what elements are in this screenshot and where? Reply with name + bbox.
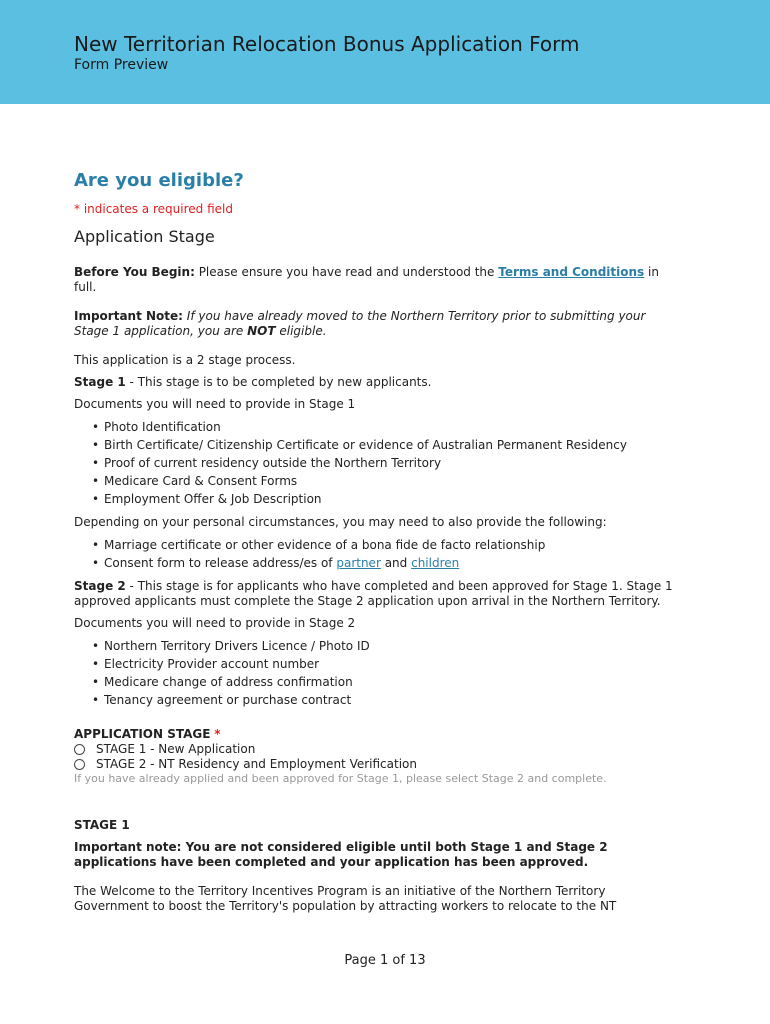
- application-stage-label: APPLICATION STAGE: [74, 727, 211, 741]
- stage2-radio-option[interactable]: [74, 757, 674, 772]
- process-intro: This application is a 2 stage process.: [74, 353, 296, 367]
- important-text-post: eligible.: [275, 324, 327, 338]
- list-item: • Marriage certificate or other evidence of a bona fide de facto relationship: [104, 536, 674, 554]
- important-note: [74, 309, 674, 339]
- before-you-begin: [74, 265, 674, 295]
- stage2-text: - This stage is for applicants who have completed and been approved for Stage 1. Stage 1 approved applicants must complete the Stage 2 application upon arrival in the Northern Territory.: [74, 579, 673, 608]
- list-item: [104, 554, 674, 572]
- list-item: • Photo Identification: [104, 418, 674, 436]
- list-item: • Birth Certificate/ Citizenship Certificate or evidence of Australian Permanent Residency: [104, 436, 674, 454]
- stage1-docs-list: [74, 418, 674, 508]
- list-item: • Northern Territory Drivers Licence / Photo ID: [104, 637, 674, 655]
- partner-link[interactable]: partner: [336, 556, 381, 570]
- circumstances-list: [74, 536, 674, 572]
- radio-button[interactable]: [74, 759, 85, 770]
- before-label: Before You Begin:: [74, 265, 195, 279]
- application-stage-field: [74, 727, 674, 786]
- stage1-docs-intro: Documents you will need to provide in Stage 1: [74, 397, 356, 411]
- before-text-pre: Please ensure you have read and understood the: [194, 265, 499, 279]
- stage1-note-text: Important note: You are not considered eligible until both Stage 1 and Stage 2 applications have been completed and your application has been approved.: [74, 840, 608, 869]
- stage1-label: Stage 1: [74, 375, 126, 389]
- important-label: Important Note:: [74, 309, 183, 323]
- stage2-docs-list: [74, 637, 674, 709]
- application-stage-heading: Application Stage: [74, 227, 215, 246]
- consent-and: and: [380, 556, 412, 570]
- stage1-option-label[interactable]: STAGE 1 - New Application: [96, 742, 256, 756]
- terms-link[interactable]: Terms and Conditions: [498, 265, 645, 279]
- required-field-note: * indicates a required field: [74, 202, 233, 216]
- form-header: [0, 0, 770, 104]
- required-star: *: [214, 727, 221, 741]
- list-item: • Medicare Card & Consent Forms: [104, 472, 674, 490]
- stage2-description: [74, 579, 674, 609]
- list-item: • Tenancy agreement or purchase contract: [104, 691, 674, 709]
- children-link[interactable]: children: [411, 556, 460, 570]
- before-text-post: in full.: [74, 265, 659, 294]
- stage1-heading-text: STAGE 1: [74, 818, 130, 832]
- stage2-label: Stage 2: [74, 579, 126, 593]
- form-content: [74, 170, 674, 914]
- stage1-section-heading: [74, 818, 674, 833]
- radio-button[interactable]: [74, 744, 85, 755]
- page-number: Page 1 of 13: [344, 953, 426, 968]
- stage1-important-note: [74, 840, 674, 870]
- important-text-pre: If you have already moved to the Northern Territory prior to submitting your Stage 1 application, you are: [74, 309, 646, 338]
- form-subtitle: Form Preview: [74, 57, 169, 73]
- stage1-text: - This stage is to be completed by new applicants.: [125, 375, 432, 389]
- important-emph: NOT: [247, 324, 276, 338]
- application-stage-hint: If you have already applied and been approved for Stage 1, please select Stage 2 and complete.: [74, 772, 607, 785]
- stage2-option-label[interactable]: STAGE 2 - NT Residency and Employment Verification: [96, 757, 417, 771]
- stage2-docs-intro: Documents you will need to provide in Stage 2: [74, 616, 356, 630]
- list-item: • Employment Offer & Job Description: [104, 490, 674, 508]
- list-item: • Medicare change of address confirmation: [104, 673, 674, 691]
- list-item: • Proof of current residency outside the Northern Territory: [104, 454, 674, 472]
- circumstances-intro: Depending on your personal circumstances, you may need to also provide the following:: [74, 515, 607, 529]
- form-title: New Territorian Relocation Bonus Application Form: [74, 32, 580, 56]
- stage1-radio-option[interactable]: [74, 742, 674, 757]
- list-item: • Electricity Provider account number: [104, 655, 674, 673]
- section-heading: Are you eligible?: [74, 170, 244, 191]
- consent-text: Consent form to release address/es of: [104, 556, 337, 570]
- stage1-description: [74, 375, 674, 390]
- program-description: The Welcome to the Territory Incentives Program is an initiative of the Northern Territory Government to boost the Territory's population by attracting workers to relocate to the NT: [74, 884, 617, 913]
